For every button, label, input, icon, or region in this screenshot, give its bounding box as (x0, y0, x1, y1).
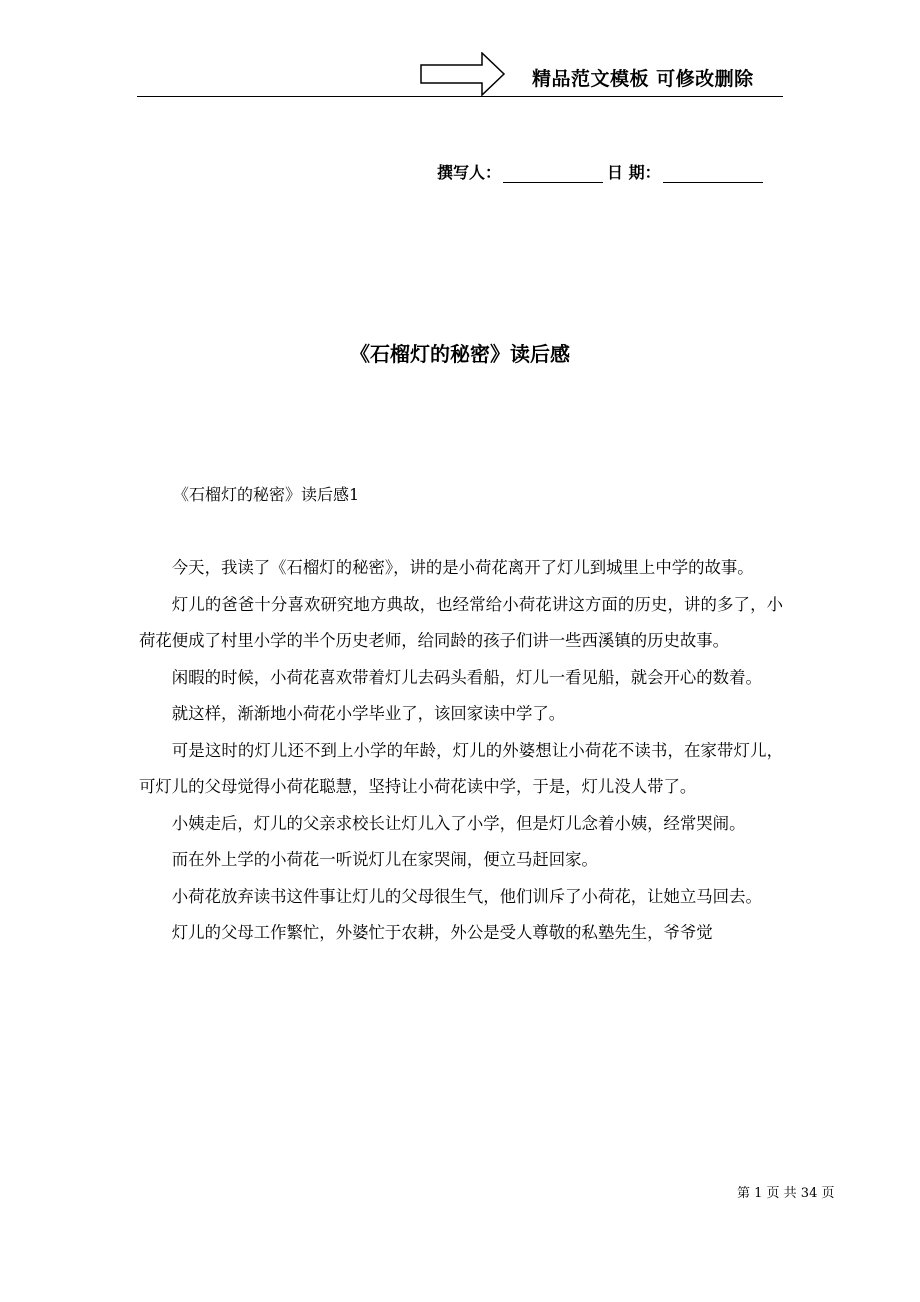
author-blank (503, 164, 603, 183)
header-divider (137, 96, 783, 97)
page-footer: 第 1 页 共 34 页 (737, 1186, 835, 1201)
paragraph: 可是这时的灯儿还不到上小学的年龄，灯儿的外婆想让小荷花不读书，在家带灯儿，可灯儿的父母觉得小荷花聪慧，坚持让小荷花读中学，于是，灯儿没人带了。 (139, 740, 783, 796)
paragraph: 灯儿的父母工作繁忙，外婆忙于农耕，外公是受人尊敬的私塾先生，爷爷觉 (171, 923, 713, 942)
body-text (139, 550, 783, 952)
author-date-line (437, 160, 767, 183)
paragraph: 今天，我读了《石榴灯的秘密》，讲的是小荷花离开了灯儿到城里上中学的故事。 (171, 558, 754, 577)
paragraph: 而在外上学的小荷花一听说灯儿在家哭闹，便立马赶回家。 (171, 850, 598, 869)
author-label: 撰写人： (437, 163, 502, 182)
paragraph: 小姨走后，灯儿的父亲求校长让灯儿入了小学，但是灯儿念着小姨，经常哭闹。 (171, 813, 746, 833)
document-title: 《石榴灯的秘密》读后感 (350, 342, 570, 366)
paragraph: 闲暇的时候，小荷花喜欢带着灯儿去码头看船，灯儿一看见船，就会开心的数着。 (171, 667, 762, 687)
paragraph: 小荷花放弃读书这件事让灯儿的父母很生气，他们训斥了小荷花，让她立马回去。 (171, 886, 762, 906)
paragraph: 灯儿的爸爸十分喜欢研究地方典故，也经常给小荷花讲这方面的历史，讲的多了，小荷花便成了村里小学的半个历史老师，给同龄的孩子们讲一些西溪镇的历史故事。 (139, 594, 783, 650)
date-label: 日 期： (607, 163, 661, 182)
header-banner: 精品范文模板 可修改删除 (532, 68, 754, 90)
arrow-right-icon (420, 52, 506, 96)
date-blank (663, 164, 763, 183)
paragraph: 就这样，渐渐地小荷花小学毕业了，该回家读中学了。 (171, 704, 566, 723)
section-subtitle: 《石榴灯的秘密》读后感1 (173, 485, 360, 504)
